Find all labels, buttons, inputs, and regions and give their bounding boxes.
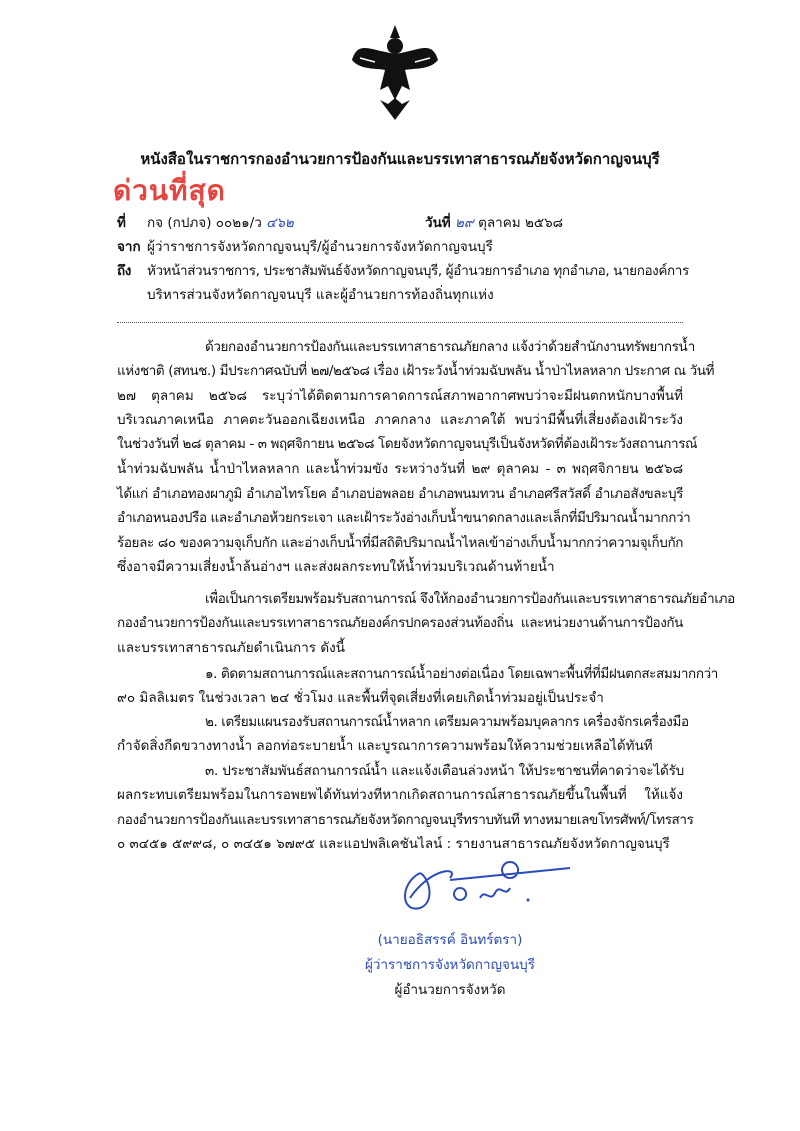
from-line — [117, 237, 683, 257]
to-label: ถึง — [117, 263, 131, 279]
para2-line: เพื่อเป็นการเตรียมพร้อมรับสถานการณ์ จึงให้กองอำนวยการป้องกันและบรรเทาสาธารณภัยอำเภอ — [205, 591, 735, 607]
item1-line: ๙๐ มิลลิเมตร ในช่วงเวลา ๒๔ ชั่วโมง และพื้นที่จุดเสี่ยงที่เคยเกิดน้ำท่วมอยู่เป็นประจำ — [117, 690, 604, 706]
document-title: หนังสือในราชการกองอำนวยการป้องกันและบรรเทาสาธารณภัยจังหวัดกาญจนบุรี — [140, 150, 660, 168]
para1-line: แห่งชาติ (สทนช.) มีประกาศฉบับที่ ๒๗/๒๕๖๘ เรื่อง เฝ้าระวังน้ำท่วมฉับพลัน น้ำป่าไหลหลาก ประกาศ ณ วันที่ — [117, 363, 715, 379]
para1-line: ในช่วงวันที่ ๒๘ ตุลาคม - ๓ พฤศจิกายน ๒๕๖๘ โดยจังหวัดกาญจนบุรีเป็นจังหวัดที่ต้องเฝ้าระวังสถานการณ์ — [117, 436, 698, 452]
reference-line — [117, 213, 407, 233]
to-value: หัวหน้าส่วนราชการ, ประชาสัมพันธ์จังหวัดกาญจนบุรี, ผู้อำนวยการอำเภอ ทุกอำเภอ, นายกองค์การ — [147, 263, 689, 279]
para1-line: น้ำท่วมฉับพลัน น้ำป่าไหลหลาก และน้ำท่วมขัง ระหว่างวันที่ ๒๙ ตุลาคม - ๓ พฤศจิกายน ๒๕๖๘ — [117, 461, 683, 477]
item3-line: ๓. ประชาสัมพันธ์สถานการณ์น้ำ และแจ้งเตือนล่วงหน้า ให้ประชาชนที่คาดว่าจะได้รับ — [205, 763, 685, 779]
para1-line: ซึ่งอาจมีความเสี่ยงน้ำล้นอ่างฯ และส่งผลกระทบให้น้ำท่วมบริเวณด้านท้ายน้ำ — [117, 559, 555, 575]
to-line — [117, 261, 689, 281]
para1-line: อำเภอหนองปรือ และอำเภอห้วยกระเจา และเฝ้าระวังอ่างเก็บน้ำขนาดกลางและเล็กที่มีปริมาณน้ำมากกว่า — [117, 510, 691, 526]
garuda-emblem-icon — [350, 20, 440, 125]
date-handwritten: ๒๙ — [455, 215, 474, 231]
item3-line: ผลกระทบเตรียมพร้อมในการอพยพได้ทันท่วงทีหากเกิดสถานการณ์สาธารณภัยขึ้นในพื้นที่ ให้แจ้ง — [117, 787, 683, 803]
item2-line: ๒. เตรียมแผนรองรับสถานการณ์น้ำหลาก เตรียมความพร้อมบุคลากร เครื่องจักรเครื่องมือ — [205, 714, 689, 730]
item3-line: ๐ ๓๔๕๑ ๕๙๙๘, ๐ ๓๔๕๑ ๖๗๙๕ และแอปพลิเคชันไลน์ : รายงานสาธารณภัยจังหวัดกาญจนบุรี — [117, 836, 670, 852]
ref-label: ที่ — [117, 215, 126, 231]
to-line-2: บริหารส่วนจังหวัดกาญจนบุรี และผู้อำนวยการท้องถิ่นทุกแห่ง — [147, 287, 494, 303]
date-label: วันที่ — [425, 215, 451, 231]
signer-role: ผู้อำนวยการจังหวัด — [394, 982, 506, 998]
signer-position: ผู้ว่าราชการจังหวัดกาญจนบุรี — [364, 957, 536, 973]
item3-line: กองอำนวยการป้องกันและบรรเทาสาธารณภัยจังหวัดกาญจนบุรีทราบทันที ทางหมายเลขโทรศัพท์/โทรสาร — [117, 812, 694, 828]
para2-line: และบรรเทาสาธารณภัยดำเนินการ ดังนี้ — [117, 640, 345, 656]
para2-line: กองอำนวยการป้องกันและบรรเทาสาธารณภัยองค์กรปกครองส่วนท้องถิ่น และหน่วยงานด้านการป้องกัน — [117, 615, 683, 631]
urgency-stamp: ด่วนที่สุด — [113, 174, 226, 207]
from-value: ผู้ว่าราชการจังหวัดกาญจนบุรี/ผู้อำนวยการจังหวัดกาญจนบุรี — [147, 239, 493, 255]
para1-line: บริเวณภาคเหนือ ภาคตะวันออกเฉียงเหนือ ภาคกลาง และภาคใต้ พบว่ามีพื้นที่เสี่ยงต้องเฝ้าระวัง — [117, 412, 683, 428]
from-label: จาก — [117, 239, 141, 255]
para1-line: ร้อยละ ๘๐ ของความจุเก็บกัก และอ่างเก็บน้ำที่มีสถิติปริมาณน้ำไหลเข้าอ่างเก็บน้ำมากกว่าความจุเก็บกัก — [117, 535, 683, 551]
item2-line: กำจัดสิ่งกีดขวางทางน้ำ ลอกท่อระบายน้ำ และบูรณาการความพร้อมให้ความช่วยเหลือได้ทันที — [117, 738, 653, 754]
date-rest: ตุลาคม ๒๕๖๘ — [478, 215, 564, 231]
para1-line: ด้วยกองอำนวยการป้องกันและบรรเทาสาธารณภัยกลาง แจ้งว่าด้วยสำนักงานทรัพยากรน้ำ — [205, 339, 695, 355]
date-line — [425, 213, 683, 233]
para1-line: ๒๗ ตุลาคม ๒๕๖๘ ระบุว่าได้ติดตามการคาดการณ์สภาพอากาศพบว่าจะมีฝนตกหนักบางพื้นที่ — [117, 388, 683, 404]
ref-handwritten: ๔๖๒ — [266, 215, 294, 231]
signer-name: (นายอธิสรรค์ อินทร์ตรา) — [377, 932, 523, 948]
ref-number: กจ (กปภจ) ๐๐๒๑/ว — [147, 215, 262, 231]
para1-line: ได้แก่ อำเภอทองผาภูมิ อำเภอไทรโยค อำเภอบ่อพลอย อำเภอพนมทวน อำเภอศรีสวัสดิ์ อำเภอสังขละบุรี — [117, 486, 683, 502]
handwritten-signature — [390, 858, 580, 918]
divider — [117, 322, 683, 323]
item1-line: ๑. ติดตามสถานการณ์และสถานการณ์น้ำอย่างต่อเนื่อง โดยเฉพาะพื้นที่ที่มีฝนตกสะสมมากกว่า — [205, 666, 718, 682]
